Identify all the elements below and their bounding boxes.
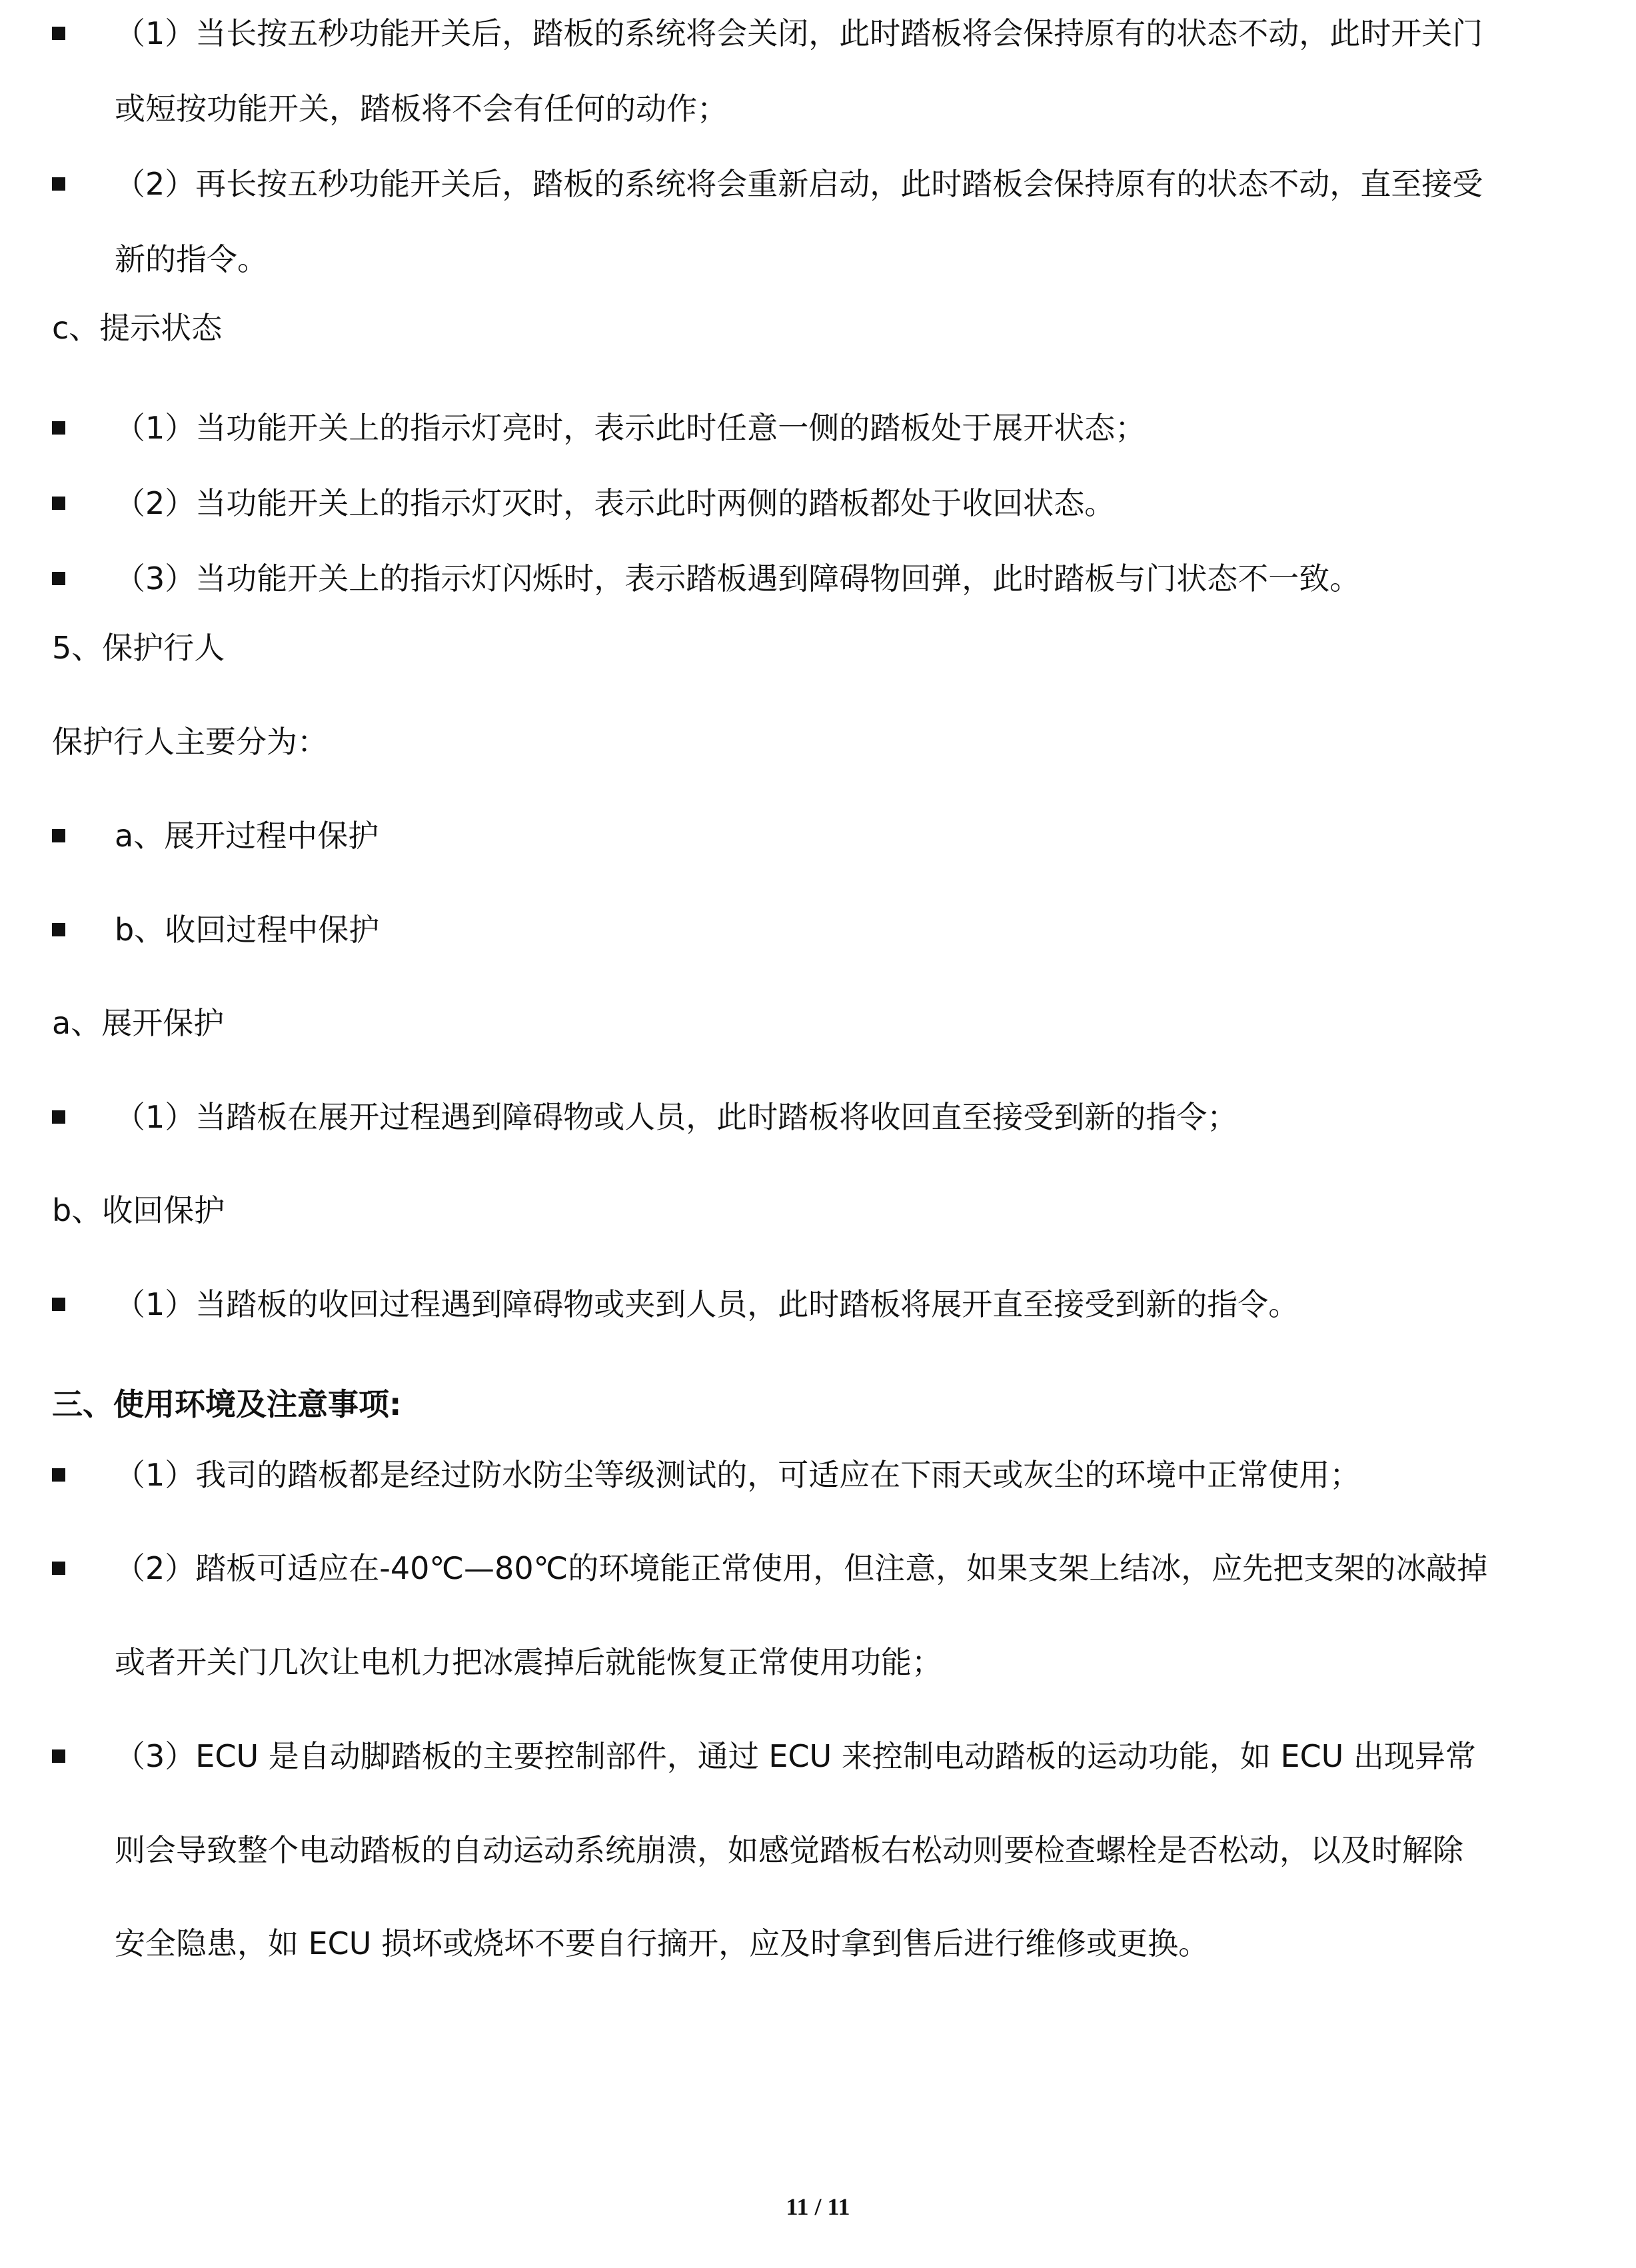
list-item-text: 安全隐患，如 ECU 损坏或烧坏不要自行摘开，应及时拿到售后进行维修或更换。 [115,1925,1210,1961]
list-item-text: （2）当功能开关上的指示灯灭时，表示此时两侧的踏板都处于收回状态。 [115,485,1116,521]
bullet-icon [52,421,65,435]
list-item-text: 或短按功能开关，踏板将不会有任何的动作； [115,91,728,127]
list-item-text: （3）当功能开关上的指示灯闪烁时，表示踏板遇到障碍物回弹，此时踏板与门状态不一致。 [115,561,1361,596]
list-item-text: b、收回过程中保护 [115,912,380,948]
bullet-icon [52,572,65,585]
bullet-icon [52,1298,65,1311]
bullet-icon [52,27,65,40]
list-item-text: 新的指令。 [115,241,268,277]
heading-text: c、提示状态 [52,310,223,346]
bullet-icon [52,1110,65,1124]
bullet-icon [52,1562,65,1575]
heading-text: 三、使用环境及注意事项: [52,1386,402,1422]
list-item-text: （1）当长按五秒功能开关后，踏板的系统将会关闭，此时踏板将会保持原有的状态不动，此时开关门 [115,15,1483,51]
bullet-icon [52,1468,65,1482]
list-item-text: 则会导致整个电动踏板的自动运动系统崩溃，如感觉踏板右松动则要检查螺栓是否松动，以及时解除 [115,1832,1463,1868]
heading-text: b、收回保护 [52,1192,225,1228]
list-item-text: （3）ECU 是自动脚踏板的主要控制部件，通过 ECU 来控制电动踏板的运动功能，如 ECU 出现异常 [115,1738,1476,1774]
bullet-icon [52,1749,65,1763]
list-item-text: 或者开关门几次让电机力把冰震掉后就能恢复正常使用功能； [115,1644,942,1680]
heading-text: 5、保护行人 [52,630,225,666]
page-number: 11 / 11 [786,2193,850,2220]
paragraph-text: 保护行人主要分为： [52,724,328,760]
bullet-icon [52,923,65,936]
bullet-icon [52,497,65,510]
list-item-text: （1）我司的踏板都是经过防水防尘等级测试的，可适应在下雨天或灰尘的环境中正常使用； [115,1457,1361,1493]
heading-text: a、展开保护 [52,1005,225,1041]
list-item-text: （1）当功能开关上的指示灯亮时，表示此时任意一侧的踏板处于展开状态； [115,410,1146,446]
list-item-text: （1）当踏板在展开过程遇到障碍物或人员，此时踏板将收回直至接受到新的指令； [115,1099,1238,1135]
list-item-text: a、展开过程中保护 [115,818,379,854]
list-item-text: （2）踏板可适应在-40℃—80℃的环境能正常使用，但注意，如果支架上结冰，应先把支架的冰敲掉 [115,1550,1488,1586]
bullet-icon [52,177,65,191]
bullet-icon [52,829,65,842]
list-item-text: （1）当踏板的收回过程遇到障碍物或夹到人员，此时踏板将展开直至接受到新的指令。 [115,1286,1299,1322]
list-item-text: （2）再长按五秒功能开关后，踏板的系统将会重新启动，此时踏板会保持原有的状态不动，直至接受 [115,166,1483,202]
